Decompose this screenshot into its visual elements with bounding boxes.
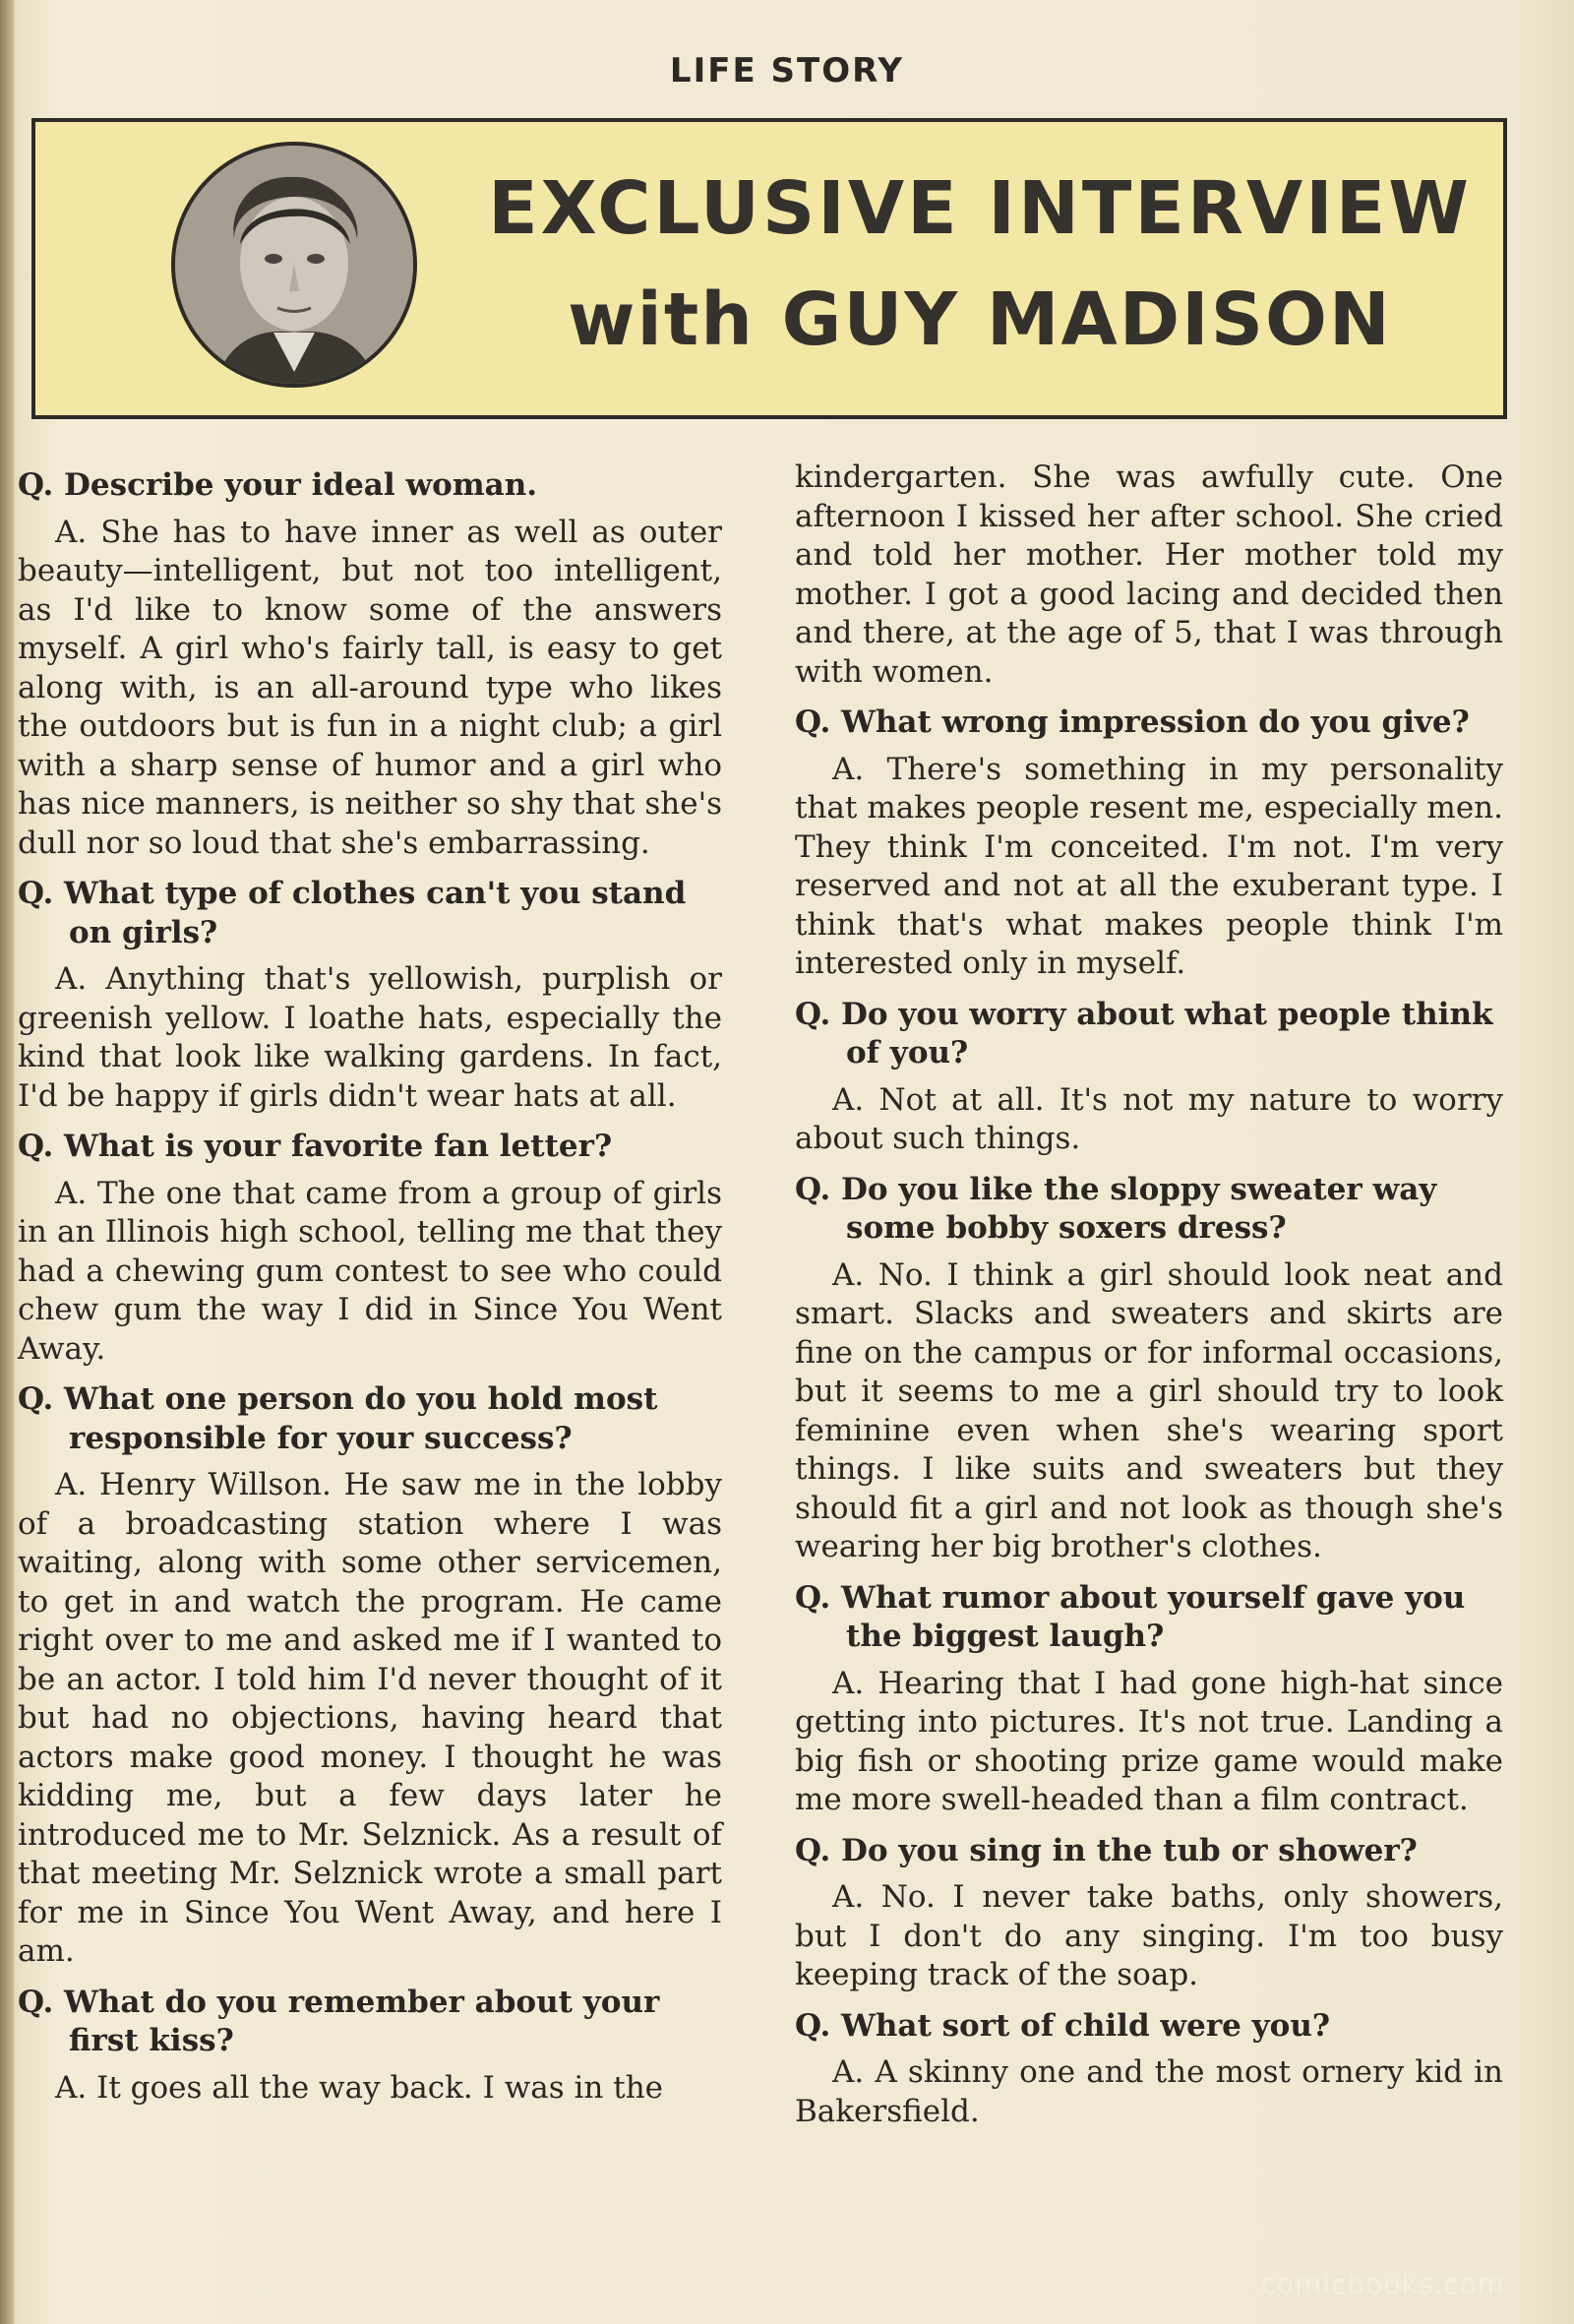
answer-continuation: kindergarten. She was awfully cute. One afternoon I kissed her after school. She cried and told her mother. Her mother told my mother. I got a good lacing and decided then and there, at the age of 5, that I was through with women. [795, 459, 1503, 690]
answer: A. It goes all the way back. I was in the [55, 2069, 664, 2106]
right-column [795, 459, 1503, 2143]
left-column [18, 460, 722, 2119]
answer: A. A skinny one and the most ornery kid in Bakersfield. [795, 2054, 1503, 2129]
answer: A. No. I think a girl should look neat and smart. Slacks and sweaters and skirts are fine on the campus or for informal occasions, but it seems to me a girl should try to look feminine even when she's wearing sport things. I like suits and sweaters but they should fit a girl and not look as though she's wearing her big brother's clothes. [795, 1256, 1503, 1564]
portrait-photo [171, 142, 417, 388]
question: Q. What sort of child were you? [795, 2007, 1331, 2044]
question: Q. What wrong impression do you give? [795, 704, 1470, 740]
title-banner [31, 118, 1507, 419]
question: Q. What do you remember about your first kiss? [18, 1984, 660, 2058]
answer: A. Anything that's yellowish, purplish or greenish yellow. I loathe hats, especially the kind that look like walking gardens. In fact, I'd be happy if girls didn't wear hats at all. [18, 961, 722, 1114]
question: Q. What type of clothes can't you stand on girls? [18, 876, 687, 950]
answer: A. Hearing that I had gone high-hat since getting into pictures. It's not true. Landing a big fish or shooting prize game would make me more swell-headed than a film contract. [795, 1665, 1503, 1817]
answer: A. The one that came from a group of girls in an Illinois high school, telling me that they had a chewing gum contest to see who could chew gum the way I did in Since You Went Away. [18, 1175, 722, 1367]
headline-line-1: EXCLUSIVE INTERVIEW [488, 166, 1472, 251]
answer: A. She has to have inner as well as outer beauty—intelligent, but not too intelligent, as I'd like to know some of the answers myself. A girl who's fairly tall, is easy to get along with, is an all-around type who likes the outdoors but is fun in a night club; a girl with a sharp sense of humor and a girl who has nice manners, is neither so shy that she's dull nor so loud that she's embarrassing. [18, 514, 722, 861]
question: Q. Do you worry about what people think of you? [795, 996, 1493, 1070]
question: Q. Do you sing in the tub or shower? [795, 1832, 1418, 1868]
running-header: LIFE STORY [669, 51, 905, 91]
question: Q. What is your favorite fan letter? [18, 1129, 613, 1164]
portrait-illustration [175, 146, 413, 384]
answer: A. Not at all. It's not my nature to worry about such things. [795, 1081, 1503, 1156]
question: Q. What rumor about yourself gave you the biggest laugh? [795, 1579, 1466, 1654]
page-spine [0, 0, 14, 2324]
question: Q. Do you like the sloppy sweater way some bobby soxers dress? [795, 1171, 1437, 1246]
answer: A. There's something in my personality that makes people resent me, especially men. They think I'm conceited. I'm not. I'm very reserved and not at all the exuberant type. I think that's what makes people think I'm interested only in myself. [795, 751, 1503, 981]
headline-line-2: with GUY MADISON [568, 277, 1392, 362]
site-watermark: comicbooks.com [1260, 2268, 1505, 2300]
answer: A. No. I never take baths, only showers, but I don't do any singing. I'm too busy keeping track of the soap. [795, 1879, 1503, 1992]
answer: A. Henry Willson. He saw me in the lobby of a broadcasting station where I was waiting, along with some other servicemen, to get in and watch the program. He came right over to me and asked me if I wanted to be an actor. I told him I'd never thought of it but had no objections, having heard that actors make good money. I thought he was kidding me, but a few days later he introduced me to Mr. Selznick. As a result of that meeting Mr. Selznick wrote a small part for me in Since You Went Away, and here I am. [18, 1467, 722, 1969]
question: Q. Describe your ideal woman. [18, 467, 538, 503]
question: Q. What one person do you hold most responsible for your success? [18, 1381, 658, 1456]
